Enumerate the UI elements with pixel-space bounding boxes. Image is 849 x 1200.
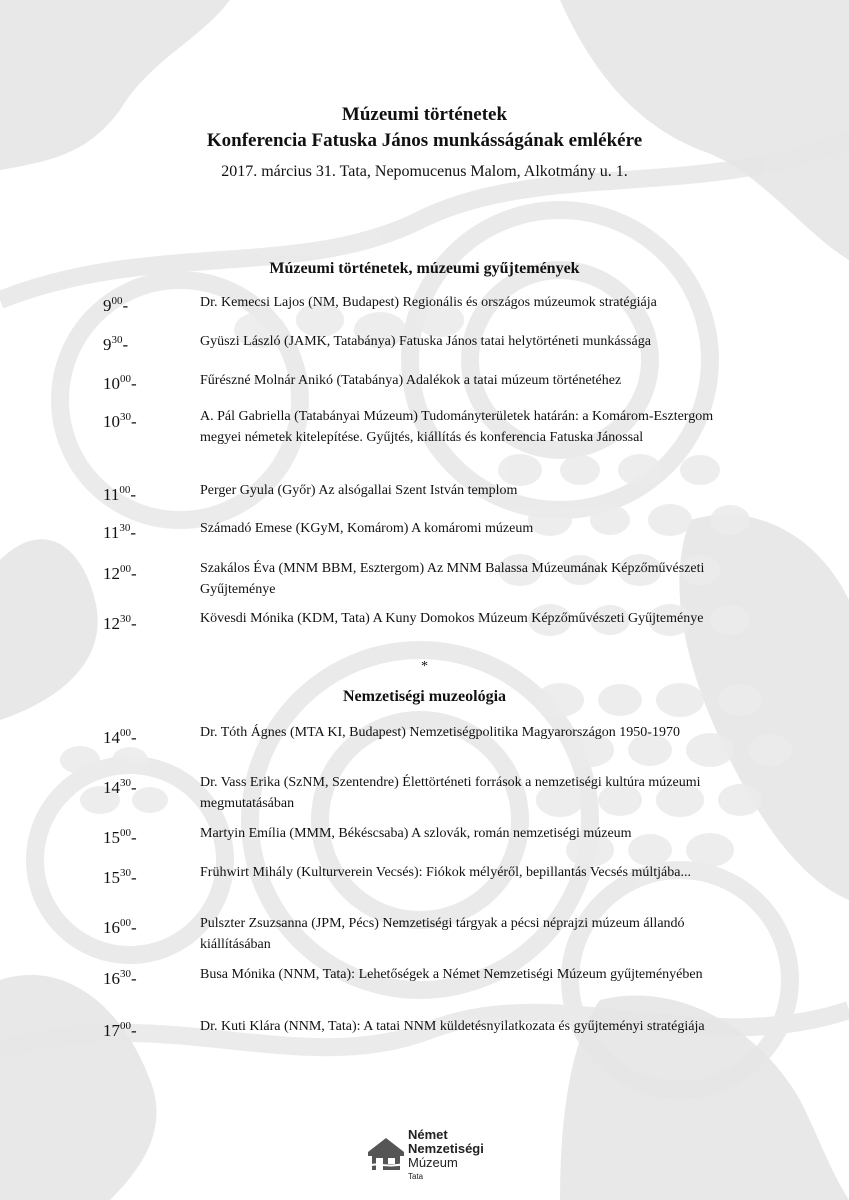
talk-entry: Dr. Tóth Ágnes (MTA KI, Budapest) Nemzetiségpolitika Magyarországon 1950-1970 [200, 725, 680, 740]
time-slot: $11^{30}-$ [103, 522, 137, 542]
time-slot: $9^{00}-$ [103, 295, 129, 315]
time-slot: $16^{30}-$ [103, 968, 137, 988]
section-title: Múzeumi történetek, múzeumi gyűjtemények [269, 260, 580, 277]
time-slot: $14^{00}-$ [103, 727, 137, 747]
museum-logo [366, 1128, 496, 1188]
talk-entry: Számadó Emese (KGyM, Komárom) A komáromi múzeum [200, 521, 534, 536]
section-title: Nemzetiségi muzeológia [342, 688, 507, 705]
section-separator: * [421, 659, 428, 674]
talk-entry: Dr. Kemecsi Lajos (NM, Budapest) Regionális és országos múzeumok stratégiája [200, 295, 657, 310]
time-slot: $16^{00}-$ [103, 917, 137, 937]
talk-entry: Szakálos Éva (MNM BBM, Esztergom) Az MNM Balassa Múzeumának Képzőművészeti Gyűjteménye [200, 561, 705, 597]
page-subtitle: Konferencia Fatuska János munkásságának emlékére [206, 130, 643, 151]
date-location: 2017. március 31. Tata, Nepomucenus Malom, Alkotmány u. 1. [221, 163, 628, 180]
time-slot: $10^{00}-$ [103, 373, 137, 393]
talk-entry: Gyüszi László (JAMK, Tatabánya) Fatuska János tatai helytörténeti munkássága [200, 334, 651, 349]
time-slot: $14^{30}-$ [103, 777, 137, 797]
page-title: Múzeumi történetek [341, 104, 508, 125]
talk-entry: Dr. Kuti Klára (NNM, Tata): A tatai NNM küldetésnyilatkozata és gyűjteményi stratégiája [200, 1019, 705, 1034]
time-slot: $12^{30}-$ [103, 613, 137, 633]
talk-entry: Kövesdi Mónika (KDM, Tata) A Kuny Domokos Múzeum Képzőművészeti Gyűjteménye [200, 611, 704, 626]
talk-entry: Frühwirt Mihály (Kulturverein Vecsés): Fiókok mélyéről, bepillantás Vecsés múltjába... [200, 865, 691, 880]
talk-entry: Fűrészné Molnár Anikó (Tatabánya) Adalékok a tatai múzeum történetéhez [200, 373, 622, 388]
time-slot: $12^{00}-$ [103, 563, 137, 583]
talk-entry: Pulszter Zsuzsanna (JPM, Pécs) Nemzetiségi tárgyak a pécsi néprajzi múzeum állandó kiállításában [200, 916, 685, 952]
talk-entry: Martyin Emília (MMM, Békéscsaba) A szlovák, román nemzetiségi múzeum [200, 826, 632, 841]
time-slot: $11^{00}-$ [103, 484, 137, 504]
talk-entry: Busa Mónika (NNM, Tata): Lehetőségek a Német Nemzetiségi Múzeum gyűjteményében [200, 967, 703, 982]
time-slot: $17^{00}-$ [103, 1020, 137, 1040]
time-slot: $15^{30}-$ [103, 867, 137, 887]
house-icon [366, 1136, 406, 1172]
time-slot: $15^{00}-$ [103, 827, 137, 847]
time-slot: $9^{30}-$ [103, 334, 129, 354]
time-slot: $10^{30}-$ [103, 411, 137, 431]
talk-entry: A. Pál Gabriella (Tatabányai Múzeum) Tudományterületek határán: a Komárom-Esztergom megyei németek kitelepítése. Gyűjtés, kiállítás és konferencia Fatuska Jánossal [200, 409, 714, 445]
logo-text: Német Nemzetiségi Múzeum Tata [408, 1127, 484, 1181]
talk-entry: Dr. Vass Erika (SzNM, Szentendre) Élettörténeti források a nemzetiségi kultúra múzeumi megmutatásában [200, 775, 701, 811]
talk-entry: Perger Gyula (Győr) Az alsógallai Szent István templom [200, 483, 518, 498]
